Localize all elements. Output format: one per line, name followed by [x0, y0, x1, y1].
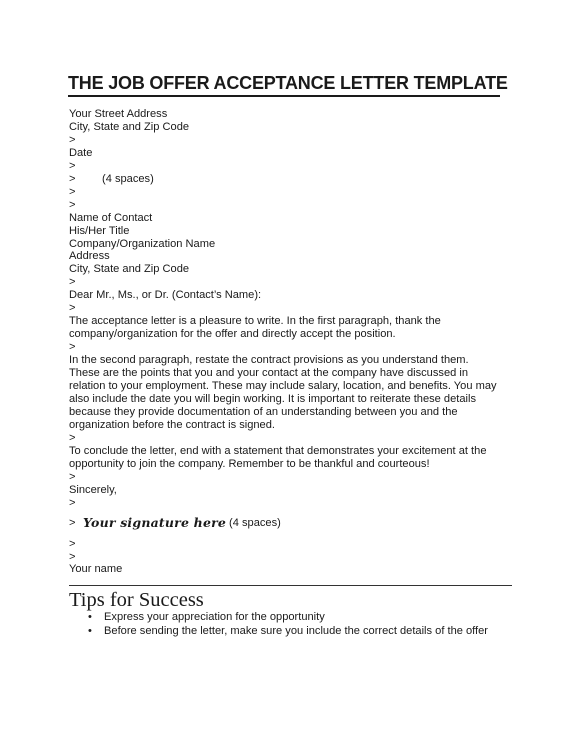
title-underline	[68, 95, 500, 97]
gt-marker: >	[69, 198, 76, 211]
letter-body	[69, 108, 509, 576]
list-item	[88, 611, 528, 625]
list-item	[88, 625, 528, 639]
paragraph-line: The acceptance letter is a pleasure to write. In the first paragraph, thank the	[69, 315, 441, 328]
gt-marker: >	[69, 302, 76, 315]
paragraph-1	[69, 315, 509, 341]
gt-marker: >	[69, 172, 76, 185]
recipient-company: Company/Organization Name	[69, 237, 216, 250]
recipient-title: His/Her Title	[69, 224, 130, 237]
section-divider	[69, 585, 512, 586]
paragraph-line: organization before the contract is signed.	[69, 418, 275, 431]
closing: Sincerely,	[69, 483, 117, 496]
gt-marker: >	[69, 537, 76, 550]
gt-marker: >	[69, 431, 76, 444]
gt-marker: >	[69, 159, 76, 172]
tips-heading: Tips for Success	[69, 589, 204, 611]
tips-list	[88, 611, 528, 638]
spaces-row	[69, 173, 509, 186]
gt-marker: >	[69, 276, 76, 289]
tip-text: Express your appreciation for the opportunity	[104, 611, 325, 623]
bullet-icon: •	[88, 611, 92, 623]
document-title: THE JOB OFFER ACCEPTANCE LETTER TEMPLATE	[68, 73, 508, 93]
salutation: Dear Mr., Ms., or Dr. (Contact’s Name):	[69, 289, 262, 302]
paragraph-line: because they provide documentation of an understanding between you and the	[69, 405, 458, 418]
gt-marker: >	[69, 185, 76, 198]
paragraph-2	[69, 354, 509, 432]
paragraph-3	[69, 445, 509, 471]
gt-marker: >	[69, 133, 76, 146]
signature: Your signature here	[83, 515, 227, 531]
signature-row	[69, 512, 509, 536]
paragraph-line: These are the points that you and your contact at the company have discussed in	[69, 367, 469, 380]
paragraph-line: relation to your employment. These may include salary, location, and benefits. You may	[69, 380, 497, 393]
gt-marker: >	[69, 341, 76, 354]
recipient-address: Address	[69, 250, 110, 263]
recipient-city: City, State and Zip Code	[69, 263, 190, 276]
bullet-icon: •	[88, 624, 92, 637]
paragraph-line: To conclude the letter, end with a statement that demonstrates your excitement at the	[69, 444, 487, 457]
paragraph-line: also include the date you will begin working. It is important to reiterate these details	[69, 392, 476, 405]
gt-marker: >	[69, 470, 76, 483]
signature-spaces-note: (4 spaces)	[229, 517, 281, 530]
spaces-note: (4 spaces)	[102, 172, 154, 185]
paragraph-line: company/organization for the offer and directly accept the position.	[69, 328, 396, 341]
your-name: Your name	[69, 563, 123, 576]
gt-marker: >	[69, 517, 76, 530]
gt-marker: >	[69, 550, 76, 563]
date-line: Date	[69, 146, 93, 159]
paragraph-line: opportunity to join the company. Remember to be thankful and courteous!	[69, 457, 430, 470]
gt-marker: >	[69, 496, 76, 509]
tip-text: Before sending the letter, make sure you include the correct details of the offer	[104, 624, 488, 637]
sender-city-line: City, State and Zip Code	[69, 120, 190, 133]
paragraph-line: In the second paragraph, restate the contract provisions as you understand them.	[69, 354, 469, 367]
recipient-name: Name of Contact	[69, 211, 153, 224]
sender-address-line: Your Street Address	[69, 108, 168, 120]
